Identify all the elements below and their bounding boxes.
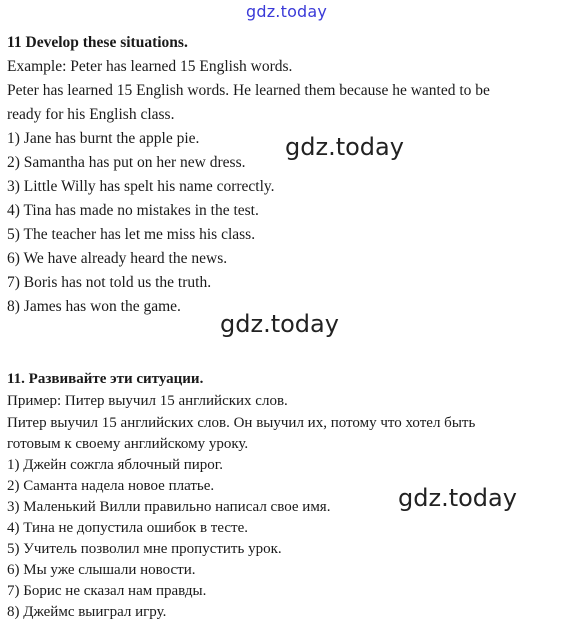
russian-item-1: 1) Джейн сожгла яблочный пирог.: [7, 457, 223, 473]
russian-heading: 11. Развивайте эти ситуации.: [7, 371, 204, 387]
russian-item-8: 8) Джеймс выиграл игру.: [7, 604, 167, 620]
russian-item-3: 3) Маленький Вилли правильно написал свое имя.: [7, 499, 331, 515]
english-example: Example: Peter has learned 15 English words.: [7, 58, 293, 75]
english-item-1: 1) Jane has burnt the apple pie.: [7, 130, 200, 147]
russian-item-7: 7) Борис не сказал нам правды.: [7, 583, 207, 599]
russian-item-2: 2) Саманта надела новое платье.: [7, 478, 215, 494]
english-answer-line-1: Peter has learned 15 English words. He learned them because he wanted to be: [7, 82, 490, 99]
english-item-5: 5) The teacher has let me miss his class.: [7, 226, 256, 243]
russian-answer-line-1: Питер выучил 15 английских слов. Он выучил их, потому что хотел быть: [7, 415, 476, 431]
english-answer-line-2: ready for his English class.: [7, 106, 175, 123]
english-item-4: 4) Tina has made no mistakes in the test.: [7, 202, 259, 219]
english-item-8: 8) James has won the game.: [7, 298, 181, 315]
watermark-3: gdz.today: [398, 484, 517, 512]
english-item-6: 6) We have already heard the news.: [7, 250, 228, 267]
english-item-2: 2) Samantha has put on her new dress.: [7, 154, 246, 171]
watermark-1: gdz.today: [285, 133, 404, 161]
russian-example: Пример: Питер выучил 15 английских слов.: [7, 393, 288, 409]
russian-answer-line-2: готовым к своему английскому уроку.: [7, 436, 249, 452]
english-item-3: 3) Little Willy has spelt his name correctly.: [7, 178, 275, 195]
watermark-top: gdz.today: [246, 2, 328, 21]
watermark-2: gdz.today: [220, 310, 339, 338]
russian-item-4: 4) Тина не допустила ошибок в тесте.: [7, 520, 249, 536]
russian-item-6: 6) Мы уже слышали новости.: [7, 562, 196, 578]
russian-item-5: 5) Учитель позволил мне пропустить урок.: [7, 541, 282, 557]
english-item-7: 7) Boris has not told us the truth.: [7, 274, 212, 291]
english-heading: 11 Develop these situations.: [7, 34, 188, 51]
